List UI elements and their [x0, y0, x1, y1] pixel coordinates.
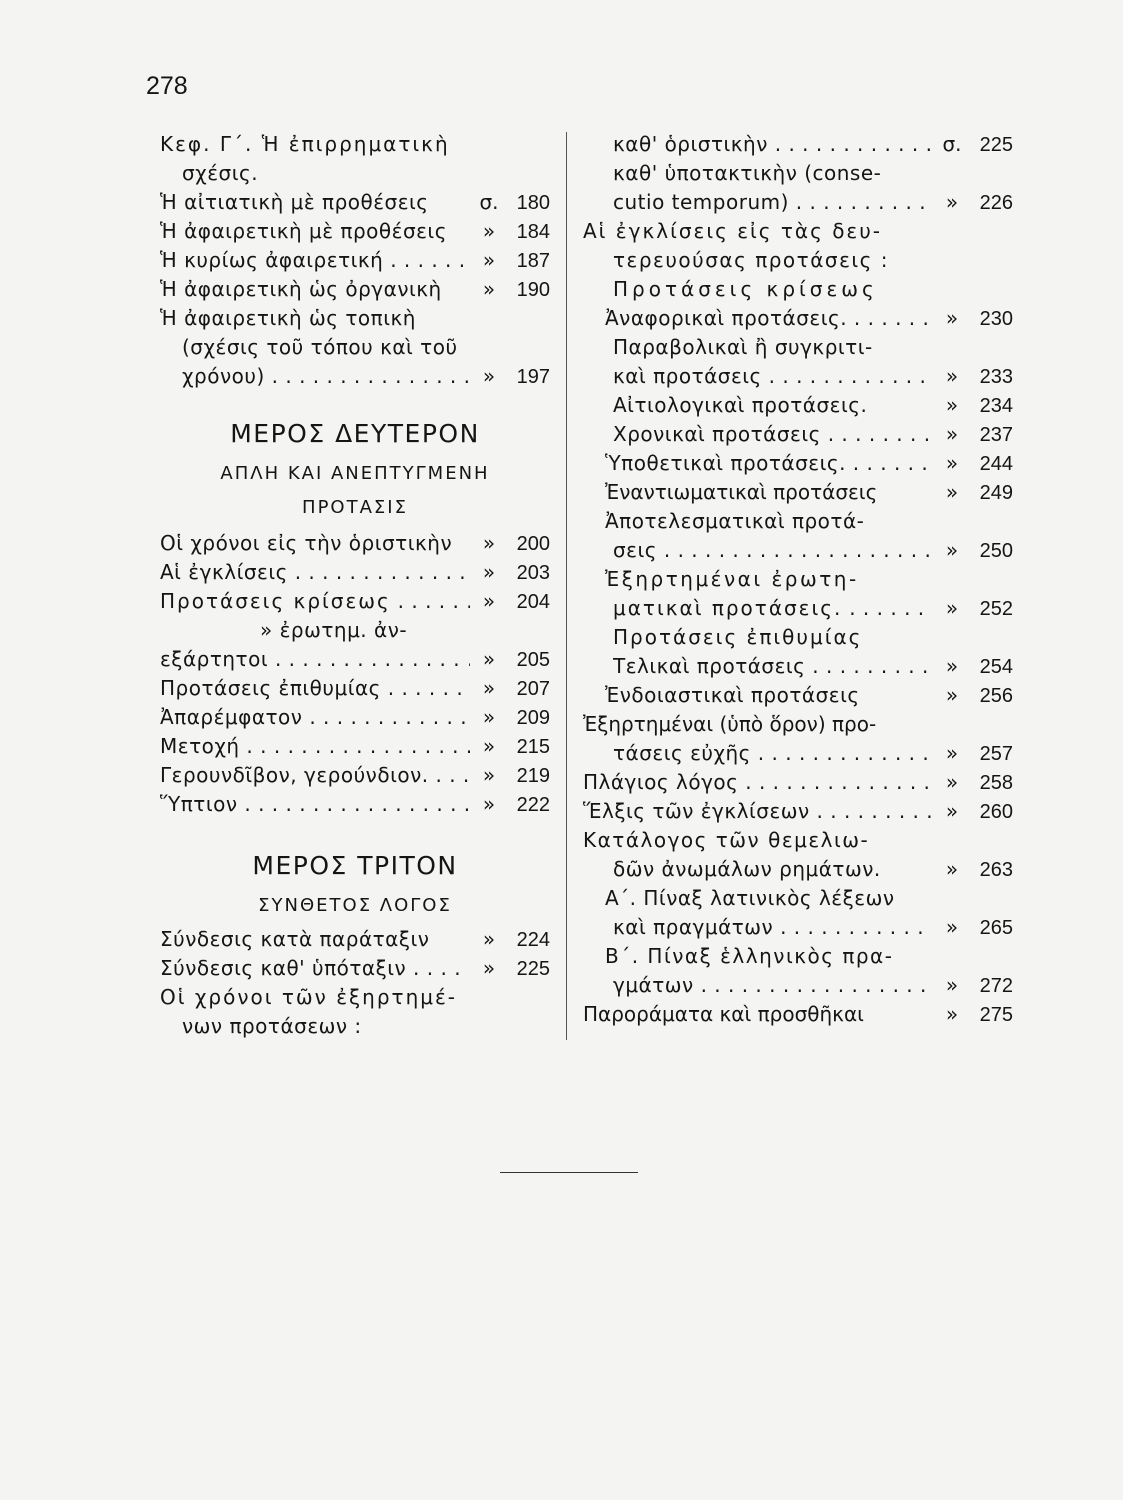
toc-entry-line: τερευούσας προτάσεις : — [613, 248, 889, 272]
toc-entry: Πλάγιος λόγος . . . » 258 — [583, 770, 1013, 799]
toc-entry-line: Α΄. Πίναξ λατινικὸς λέξεων — [605, 886, 895, 910]
toc-entry: Ἀναφορικαὶ προτάσεις. . . . » 230 — [583, 306, 1013, 335]
toc-entry: Ἡ ἀφαιρετικὴ ὡς ὀργανικὴ » 190 — [160, 277, 550, 301]
toc-entry: ματικαὶ προτάσεις. . . . » 252 — [583, 596, 1013, 625]
toc-entry: Οἱ χρόνοι εἰς τὴν ὁριστικὴν » 200 — [160, 531, 550, 555]
toc-entry: Ἕλξις τῶν ἐγκλίσεων . . . » 260 — [583, 799, 1013, 828]
page-number: 278 — [146, 72, 188, 100]
toc-entry: γμάτων . . . » 272 — [583, 973, 1013, 1002]
toc-subheading: Προτάσεις κρίσεως — [613, 277, 878, 301]
toc-entry: Χρονικαὶ προτάσεις . . . » 237 — [583, 422, 1013, 451]
part-three-heading: ΜΕΡΟΣ ΤΡΙΤΟΝ — [252, 851, 458, 880]
toc-entry: Ὑποθετικαὶ προτάσεις. . . . » 244 — [583, 451, 1013, 480]
toc-entry: καὶ προτάσεις . . . » 233 — [583, 364, 1013, 393]
toc-entry-line: » ἐρωτημ. ἀν- — [260, 618, 408, 642]
toc-entry: σεις . . . » 250 — [583, 538, 1013, 567]
toc-entry: δῶν ἀνωμάλων ρημάτων. » 263 — [613, 857, 1013, 881]
toc-entry: Προτάσεις κρίσεως . . . » 204 — [160, 589, 550, 618]
toc-entry: καὶ πραγμάτων . . . » 265 — [583, 915, 1013, 944]
toc-entry-line: νων προτάσεων : — [182, 1014, 362, 1038]
toc-entry-line: Παραβολικαὶ ἢ συγκριτι- — [613, 335, 873, 359]
end-rule — [500, 1172, 638, 1173]
toc-entry: Ἡ αἰτιατικὴ μὲ προθέσεις σ. 180 — [160, 190, 550, 214]
toc-entry: Ἡ κυρίως ἀφαιρετική . . . » 187 — [160, 248, 550, 277]
toc-entry-line: Οἱ χρόνοι τῶν ἐξηρτημέ- — [160, 985, 458, 1009]
toc-entry: Ἀπαρέμφατον . . . » 209 — [160, 705, 550, 734]
toc-entry: Παροράματα καὶ προσθῆκαι » 275 — [583, 1002, 1013, 1026]
toc-entry-line: Ἐξηρτημέναι ἐρωτη- — [605, 567, 859, 591]
part-two-subtitle-2: ΠΡΟΤΑΣΙΣ — [302, 497, 408, 518]
chapter-title-cont: σχέσις. — [182, 161, 259, 185]
toc-entry-line: Β΄. Πίναξ ἑλληνικὸς πρα- — [605, 944, 894, 968]
toc-entry: Σύνδεσις κατὰ παράταξιν » 224 — [160, 927, 550, 951]
chapter-title: Κεφ. Γ΄. Ἡ ἐπιρρηματικὴ — [160, 132, 450, 156]
toc-entry-line: Κατάλογος τῶν θεμελιω- — [583, 828, 870, 852]
part-three-subtitle: ΣΥΝΘΕΤΟΣ ΛΟΓΟΣ — [258, 895, 452, 916]
toc-entry-line: Αἱ ἐγκλίσεις εἰς τὰς δευ- — [583, 219, 883, 243]
toc-entry: cutio temporum) . . . » 226 — [583, 190, 1013, 219]
toc-subheading: Προτάσεις ἐπιθυμίας — [613, 625, 863, 649]
toc-entry: Γερουνδῖβον, γερούνδιον. . . . » 219 — [160, 763, 550, 792]
toc-entry-line: (σχέσις τοῦ τόπου καὶ τοῦ — [182, 335, 458, 359]
toc-entry-line: Ἀποτελεσματικαὶ προτά- — [605, 509, 865, 533]
toc-entry: Ἐναντιωματικαὶ προτάσεις » 249 — [605, 480, 1013, 504]
toc-entry: Ἡ ἀφαιρετικὴ μὲ προθέσεις » 184 — [160, 219, 550, 243]
toc-entry: Προτάσεις ἐπιθυμίας . . . » 207 — [160, 676, 550, 705]
toc-entry: Τελικαὶ προτάσεις . . . » 254 — [583, 654, 1013, 683]
toc-entry-line: Ἐξηρτημέναι (ὑπὸ ὅρον) προ- — [583, 712, 877, 736]
toc-entry: χρόνου) . . . » 197 — [160, 364, 550, 393]
toc-entry-line: Ἡ ἀφαιρετικὴ ὡς τοπικὴ — [160, 306, 416, 330]
toc-entry: Μετοχή . . . » 215 — [160, 734, 550, 763]
toc-entry: Ὕπτιον . . . » 222 — [160, 792, 550, 821]
part-two-subtitle: ΑΠΛΗ ΚΑΙ ΑΝΕΠΤΥΓΜΕΝΗ — [220, 463, 490, 484]
toc-entry: Αἰτιολογικαὶ προτάσεις. » 234 — [613, 393, 1013, 417]
toc-left-column — [160, 132, 550, 1043]
part-two-heading: ΜΕΡΟΣ ΔΕΥΤΕΡΟΝ — [230, 419, 480, 448]
toc-entry: Σύνδεσις καθ' ὑπόταξιν . . . » 225 — [160, 956, 550, 985]
toc-entry-line: καθ' ὑποτακτικὴν (conse- — [613, 161, 882, 185]
toc-entry: καθ' ὁριστικὴν . . . σ. 225 — [583, 132, 1013, 161]
toc-entry: τάσεις εὐχῆς . . . » 257 — [583, 741, 1013, 770]
toc-entry: Ἐνδοιαστικαὶ προτάσεις » 256 — [605, 683, 1013, 707]
column-divider — [566, 132, 567, 1040]
toc-entry: εξάρτητοι . . . » 205 — [160, 647, 550, 676]
toc-entry: Αἱ ἐγκλίσεις . . . » 203 — [160, 560, 550, 589]
toc-right-column — [583, 132, 1013, 1031]
